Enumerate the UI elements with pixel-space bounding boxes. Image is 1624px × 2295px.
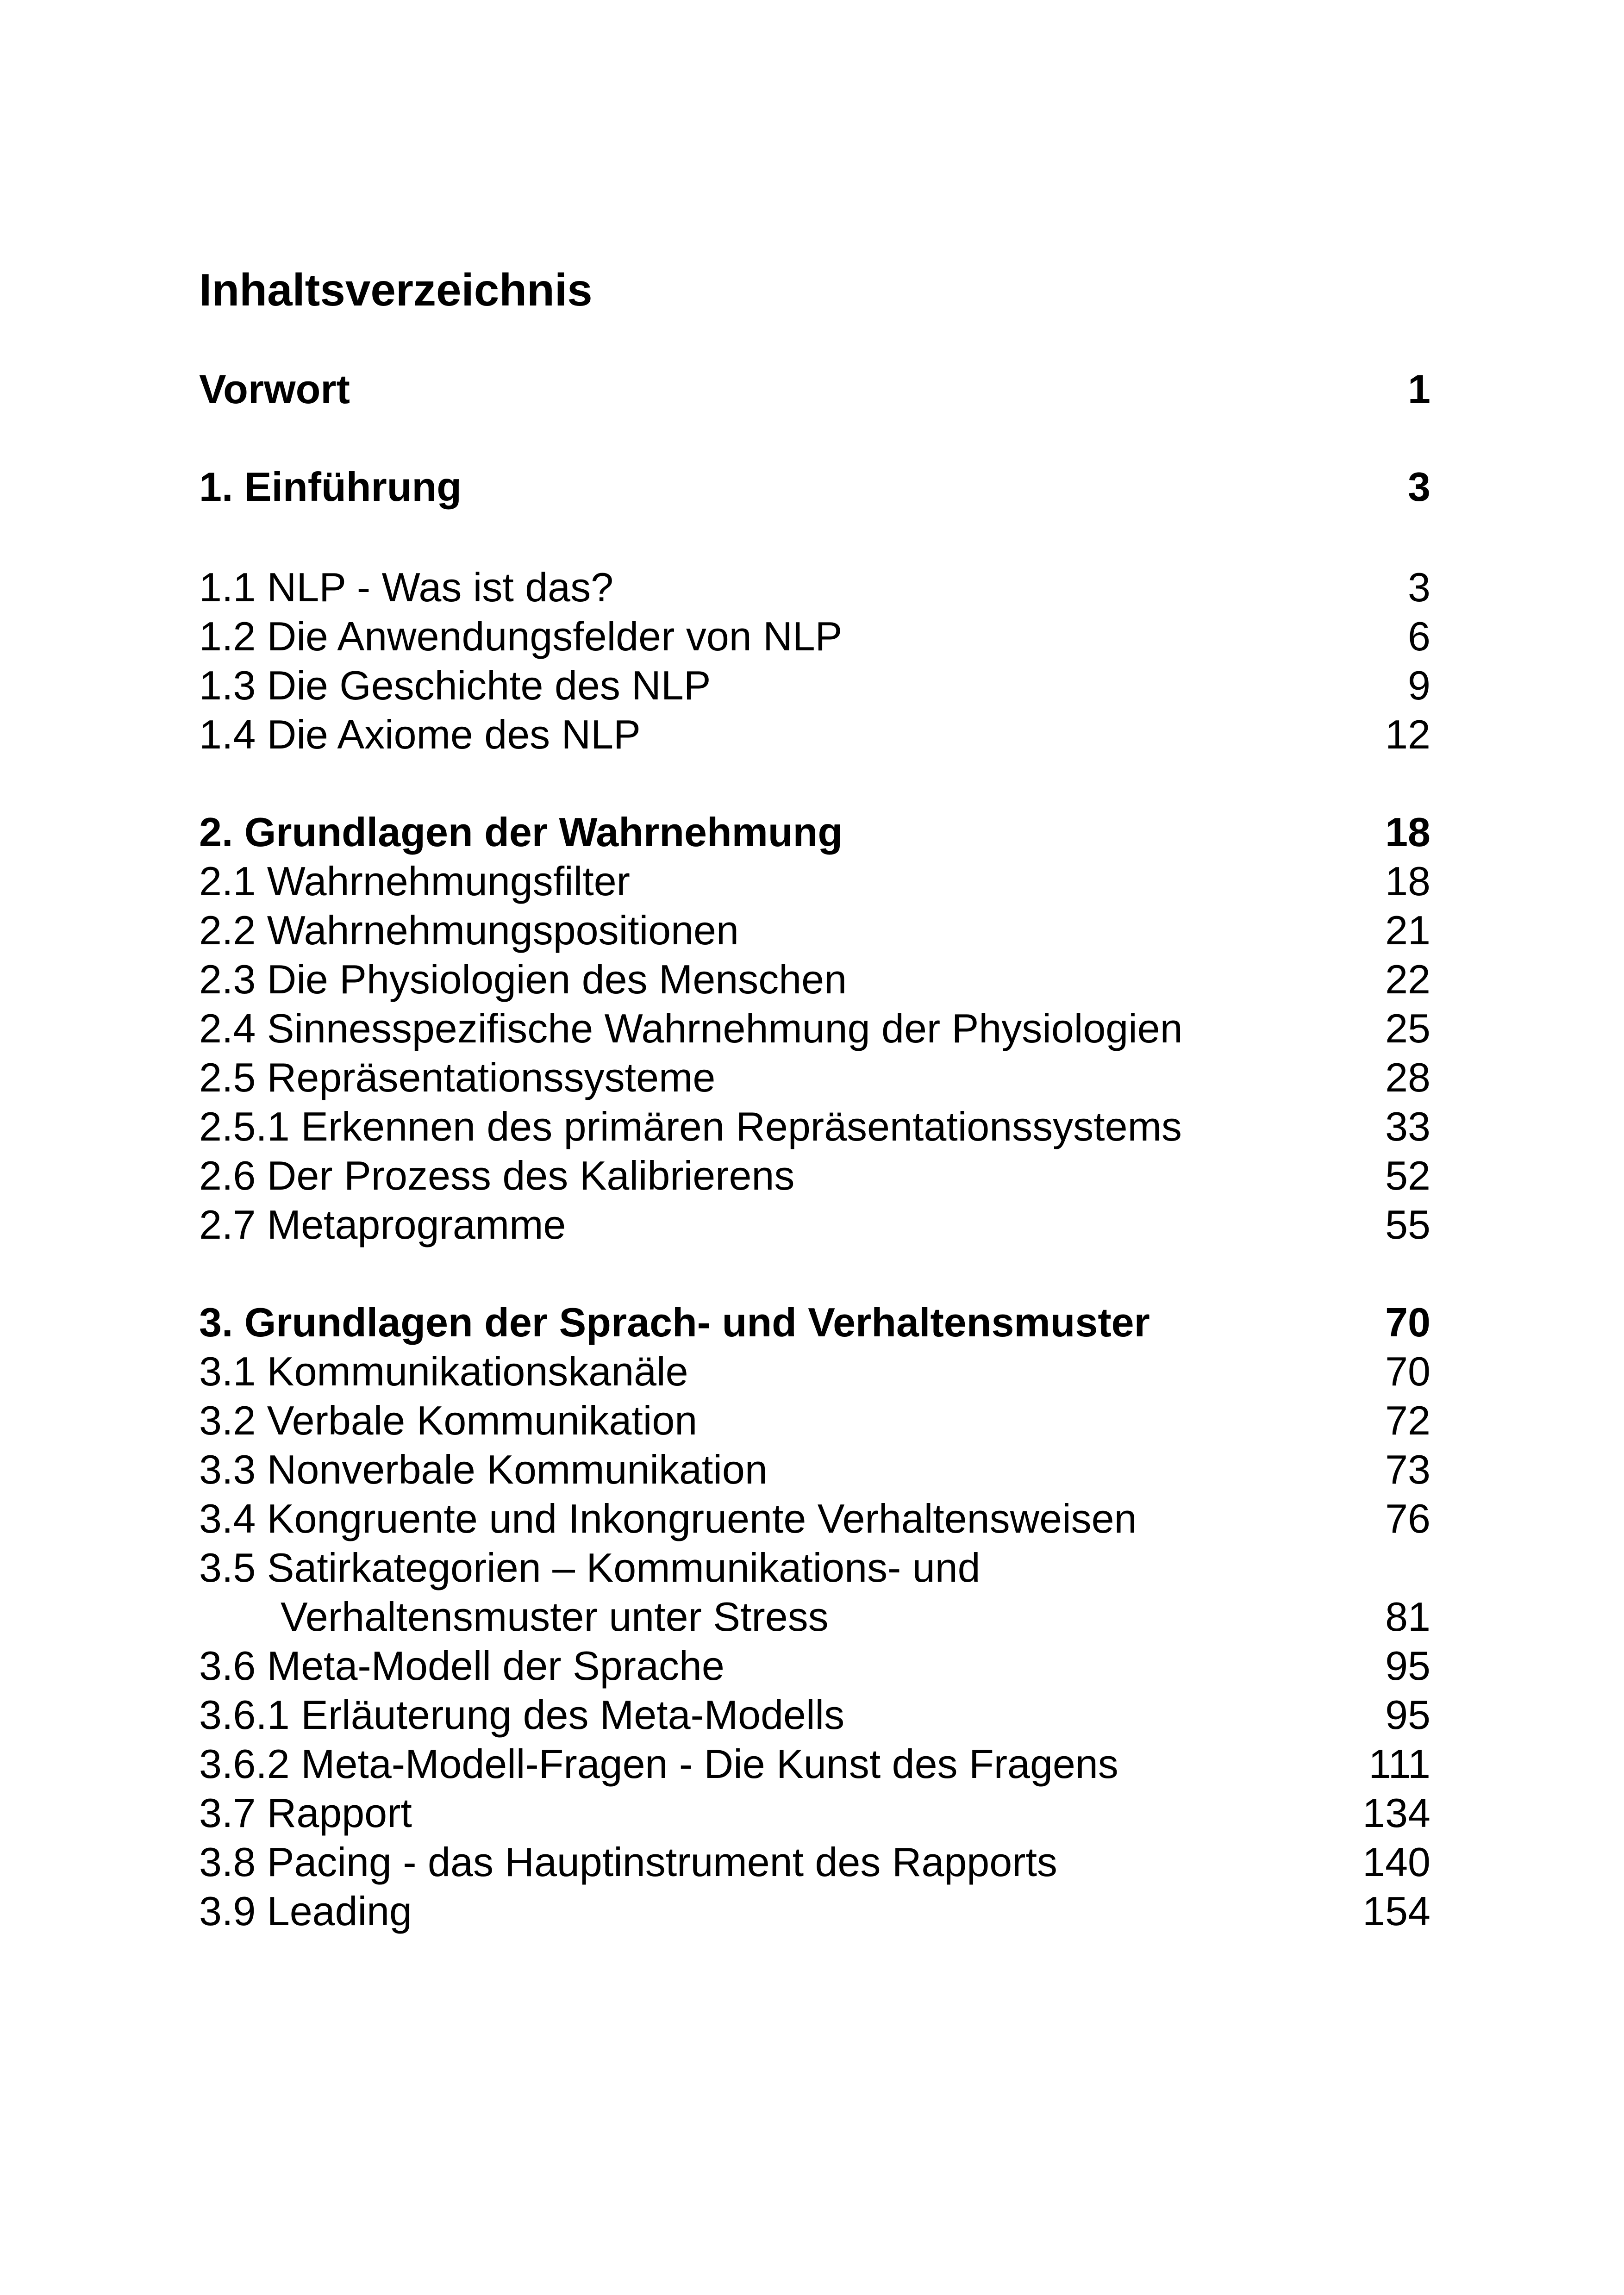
- toc-entry-title: 2.6 Der Prozess des Kalibrierens: [199, 1153, 795, 1198]
- toc-entry-page: 6: [1408, 613, 1430, 659]
- toc-entry-title: 3.9 Leading: [199, 1888, 412, 1934]
- toc-entry-2-2: [199, 906, 1430, 955]
- toc-entry-title: 3.7 Rapport: [199, 1790, 412, 1836]
- toc-entry-1-1: [199, 563, 1430, 612]
- toc-chapter-1: [199, 462, 1430, 511]
- toc-entry-title: 2.2 Wahrnehmungspositionen: [199, 907, 739, 953]
- toc-entry-3-6-1: [199, 1690, 1430, 1740]
- toc-entry-page: 81: [1385, 1594, 1430, 1640]
- toc-entry-page: 154: [1362, 1888, 1430, 1934]
- toc-entry-2-5-1: [199, 1102, 1430, 1151]
- toc-entry-1-4: [199, 710, 1430, 759]
- toc-entry-page: 111: [1368, 1741, 1430, 1787]
- toc-entry-title: 1.2 Die Anwendungsfelder von NLP: [199, 613, 843, 659]
- toc-entry-1-3: [199, 661, 1430, 710]
- toc-entry-2-5: [199, 1053, 1430, 1102]
- toc-entry-page: 72: [1385, 1397, 1430, 1443]
- toc-entry-page: 33: [1385, 1104, 1430, 1149]
- toc-entry-title: 3.5 Satirkategorien – Kommunikations- und: [199, 1545, 981, 1590]
- toc-entry-3-9: [199, 1887, 1430, 1936]
- toc-entry-3-5-continued: [199, 1592, 1430, 1641]
- toc-entry-page: 134: [1362, 1790, 1430, 1836]
- toc-entry-title: 2.5 Repräsentationssysteme: [199, 1054, 716, 1100]
- toc-entry-title: 2.3 Die Physiologien des Menschen: [199, 956, 847, 1002]
- toc-entry-3-6: [199, 1641, 1430, 1690]
- toc-entry-2-1: [199, 857, 1430, 906]
- toc-entry-page: 140: [1362, 1839, 1430, 1885]
- toc-entry-title: 2.4 Sinnesspezifische Wahrnehmung der Physiologien: [199, 1005, 1183, 1051]
- toc-entry-title: 3.6.2 Meta-Modell-Fragen - Die Kunst des Fragens: [199, 1741, 1118, 1787]
- toc-entry-3-1: [199, 1347, 1430, 1396]
- toc-entry-3-3: [199, 1445, 1430, 1494]
- toc-entry-page: 95: [1385, 1643, 1430, 1689]
- toc-entry-page: 22: [1385, 956, 1430, 1002]
- toc-entry-2-4: [199, 1004, 1430, 1053]
- toc-entry-title: 1.4 Die Axiome des NLP: [199, 711, 641, 757]
- toc-chapter-2: [199, 808, 1430, 857]
- toc-entry-page: 9: [1408, 662, 1430, 708]
- toc-entry-page: 1: [1408, 366, 1430, 412]
- toc-entry-page: 18: [1385, 809, 1430, 855]
- toc-entry-title: 2. Grundlagen der Wahrnehmung: [199, 809, 843, 855]
- toc-entry-title: 3.6.1 Erläuterung des Meta-Modells: [199, 1692, 845, 1738]
- toc-entry-page: 12: [1385, 711, 1430, 757]
- page-title: Inhaltsverzeichnis: [199, 264, 593, 315]
- toc-entry-page: 3: [1408, 464, 1430, 510]
- toc-entry-title: 2.7 Metaprogramme: [199, 1202, 566, 1247]
- toc-entry-vorwort: [199, 365, 1430, 414]
- toc-entry-1-2: [199, 612, 1430, 661]
- toc-entry-title: Vorwort: [199, 366, 350, 412]
- toc-entry-2-6: [199, 1151, 1430, 1200]
- toc-entry-2-3: [199, 955, 1430, 1004]
- toc-entry-page: 28: [1385, 1054, 1430, 1100]
- toc-entry-title: 3. Grundlagen der Sprach- und Verhaltensmuster: [199, 1299, 1150, 1345]
- toc-entry-page: 55: [1385, 1202, 1430, 1247]
- toc-entry-title: 1. Einführung: [199, 464, 462, 510]
- toc-entry-3-4: [199, 1494, 1430, 1543]
- toc-entry-page: 70: [1385, 1299, 1430, 1345]
- toc-entry-2-7: [199, 1200, 1430, 1249]
- toc-entry-title: 2.5.1 Erkennen des primären Repräsentationssystems: [199, 1104, 1182, 1149]
- toc-entry-title: 1.1 NLP - Was ist das?: [199, 564, 614, 610]
- toc-entry-title: 3.8 Pacing - das Hauptinstrument des Rapports: [199, 1839, 1057, 1885]
- toc-entry-3-2: [199, 1396, 1430, 1445]
- toc-entry-title: 3.6 Meta-Modell der Sprache: [199, 1643, 725, 1689]
- toc-chapter-3: [199, 1298, 1430, 1347]
- toc-entry-page: 52: [1385, 1153, 1430, 1198]
- toc-entry-3-5: [199, 1543, 1430, 1592]
- toc-entry-title: 3.4 Kongruente und Inkongruente Verhaltensweisen: [199, 1496, 1137, 1541]
- toc-entry-title: Verhaltensmuster unter Stress: [281, 1594, 829, 1640]
- toc-entry-title: 3.3 Nonverbale Kommunikation: [199, 1447, 768, 1492]
- toc-entry-3-6-2: [199, 1740, 1430, 1789]
- toc-entry-page: 70: [1385, 1348, 1430, 1394]
- toc-entry-title: 3.2 Verbale Kommunikation: [199, 1397, 698, 1443]
- toc-entry-page: 3: [1408, 564, 1430, 610]
- toc-entry-page: 21: [1385, 907, 1430, 953]
- toc-entry-title: 1.3 Die Geschichte des NLP: [199, 662, 711, 708]
- toc-entry-title: 2.1 Wahrnehmungsfilter: [199, 858, 630, 904]
- toc-entry-page: 25: [1385, 1005, 1430, 1051]
- toc-entry-page: 73: [1385, 1447, 1430, 1492]
- toc-entry-3-8: [199, 1838, 1430, 1887]
- toc-entry-page: 76: [1385, 1496, 1430, 1541]
- toc-entry-page: 95: [1385, 1692, 1430, 1738]
- toc-entry-3-7: [199, 1789, 1430, 1838]
- toc-entry-page: 18: [1385, 858, 1430, 904]
- toc-entry-title: 3.1 Kommunikationskanäle: [199, 1348, 688, 1394]
